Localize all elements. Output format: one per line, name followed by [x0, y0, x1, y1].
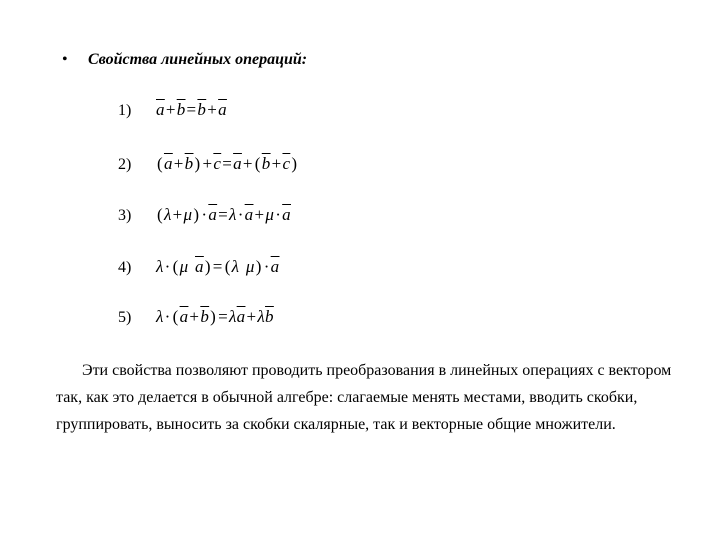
operator-symbol: · [164, 307, 171, 326]
property-3 [118, 203, 291, 227]
vector-symbol: $\overline{a}$ [233, 154, 242, 173]
scalar-symbol: λ [231, 257, 240, 276]
operator-symbol: + [202, 154, 213, 173]
operator-symbol: ) [210, 307, 217, 326]
operator-symbol: ) [255, 257, 262, 276]
scalar-symbol: μ [265, 205, 275, 224]
vector-symbol: $\overline{a}$ [218, 100, 227, 119]
scalar-symbol: λ [228, 307, 237, 326]
vector-symbol: $\overline{b}$ [261, 154, 271, 173]
operator-symbol: ( [157, 154, 163, 173]
operator-symbol: = [218, 205, 229, 224]
operator-symbol: + [207, 100, 218, 119]
formula [156, 205, 291, 224]
operator-symbol: ) [194, 154, 201, 173]
operator-symbol: ) [291, 154, 298, 173]
explanation-text: Эти свойства позволяют проводить преобразования в линейных операциях с вектором так, как это делается в обычной алгебре: слагаемые менять местами, вводить скобки, группировать, выносить за скобки скалярные, так и векторные общие множители. [56, 362, 672, 433]
vector-symbol: $\overline{c}$ [213, 154, 222, 173]
property-number: 4) [118, 259, 132, 276]
property-number: 5) [118, 309, 132, 326]
vector-symbol: $\overline{b}$ [265, 307, 274, 326]
scalar-symbol: μ [179, 257, 189, 276]
operator-symbol: · [275, 205, 282, 224]
operator-symbol: ( [157, 205, 163, 224]
scalar-symbol: λ [229, 205, 237, 224]
operator-symbol: + [242, 154, 253, 173]
vector-symbol: $\overline{a}$ [179, 307, 189, 326]
vector-symbol: $\overline{b}$ [197, 100, 207, 119]
property-2 [118, 152, 298, 176]
operator-symbol: = [222, 154, 233, 173]
vector-symbol: $\overline{b}$ [176, 100, 186, 119]
vector-symbol: $\overline{a}$ [270, 257, 280, 276]
vector-symbol: $\overline{a}$ [236, 307, 246, 326]
formula [156, 307, 274, 326]
operator-symbol: + [165, 100, 176, 119]
scalar-symbol: λ [163, 205, 172, 224]
property-5 [118, 305, 274, 329]
operator-symbol: + [172, 205, 183, 224]
operator-symbol: + [189, 307, 200, 326]
formula [156, 100, 227, 119]
scalar-symbol: μ [183, 205, 193, 224]
operator-symbol: ( [172, 307, 179, 326]
property-number: 2) [118, 156, 132, 173]
vector-symbol: $\overline{a}$ [208, 205, 218, 224]
operator-symbol: + [271, 154, 282, 173]
operator-symbol: · [237, 205, 244, 224]
operator-symbol: · [201, 205, 208, 224]
vector-symbol: $\overline{a}$ [195, 257, 204, 276]
operator-symbol: ) [193, 205, 200, 224]
property-1 [118, 98, 227, 122]
bullet-icon: • [62, 51, 68, 68]
formula [156, 257, 279, 276]
vector-symbol: $\overline{a}$ [282, 205, 291, 224]
scalar-symbol: λ [156, 307, 164, 326]
operator-symbol: · [263, 257, 270, 276]
formula [156, 154, 298, 173]
explanation-paragraph [56, 357, 676, 438]
heading-title: Свойства линейных операций: [88, 51, 308, 68]
scalar-symbol: μ [245, 257, 255, 276]
operator-symbol: ( [254, 154, 261, 173]
scalar-symbol: λ [257, 307, 266, 326]
operator-symbol: + [246, 307, 257, 326]
scalar-symbol: λ [156, 257, 164, 276]
operator-symbol: + [254, 205, 265, 224]
operator-symbol: = [218, 307, 228, 326]
property-4 [118, 255, 279, 279]
operator-symbol: · [164, 257, 171, 276]
operator-symbol: + [173, 154, 184, 173]
operator-symbol: ) [204, 257, 211, 276]
vector-symbol: $\overline{b}$ [200, 307, 210, 326]
vector-symbol: $\overline{c}$ [282, 154, 291, 173]
vector-symbol: $\overline{a}$ [156, 100, 165, 119]
vector-symbol: $\overline{a}$ [244, 205, 254, 224]
property-number: 3) [118, 207, 132, 224]
section-heading [62, 50, 307, 70]
property-number: 1) [118, 102, 132, 119]
operator-symbol: = [212, 257, 223, 276]
operator-symbol: ( [224, 257, 231, 276]
vector-symbol: $\overline{a}$ [163, 154, 173, 173]
operator-symbol: ( [172, 257, 179, 276]
operator-symbol: = [186, 100, 197, 119]
vector-symbol: $\overline{b}$ [184, 154, 194, 173]
